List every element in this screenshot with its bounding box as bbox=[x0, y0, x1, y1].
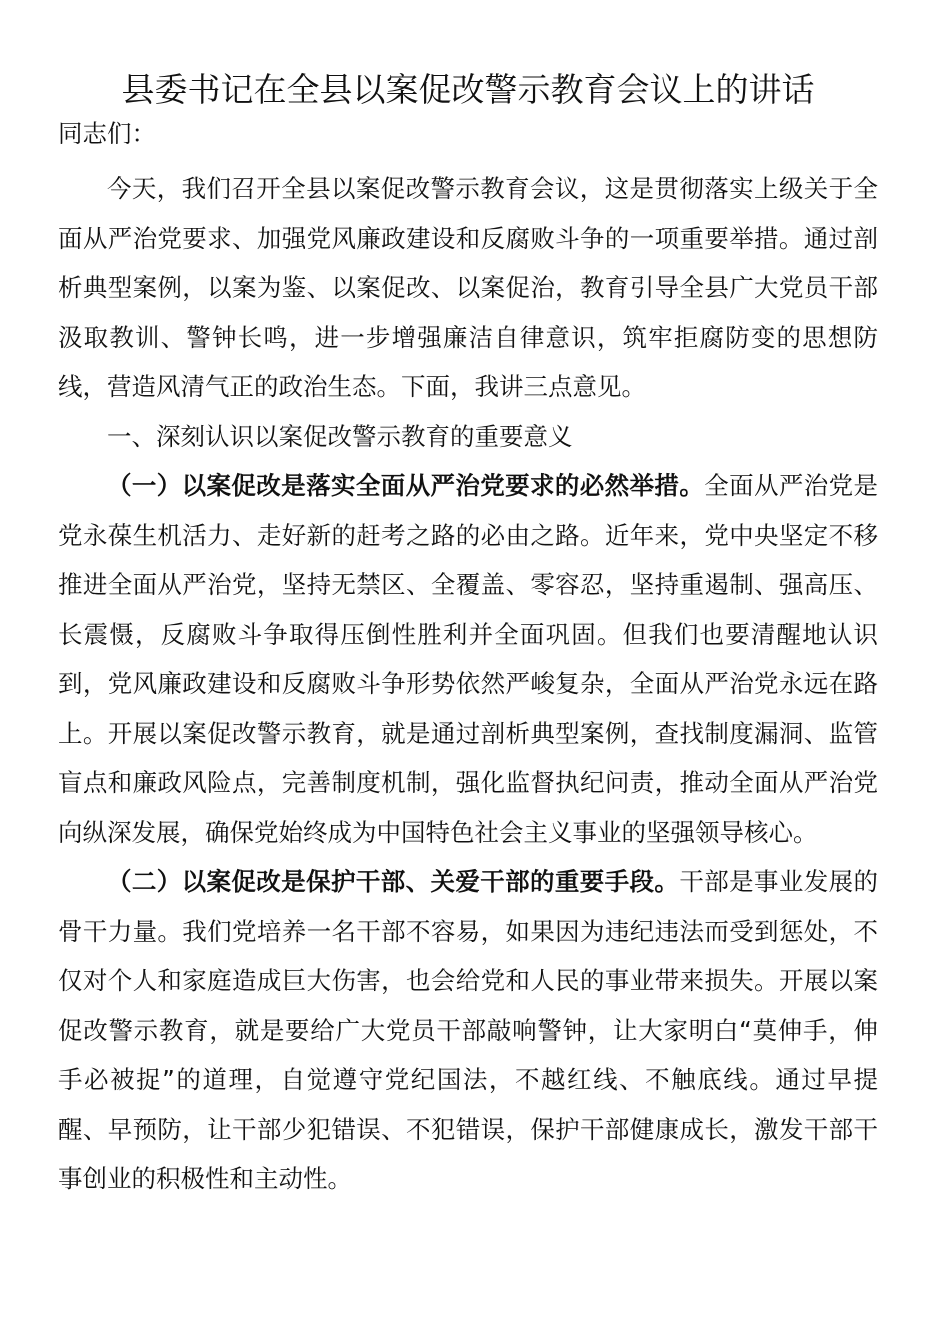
point-lead-1: （一）以案促改是落实全面从严治党要求的必然举措。 bbox=[107, 471, 705, 500]
section-heading-1: 一、深刻认识以案促改警示教育的重要意义 bbox=[107, 421, 573, 451]
point-paragraph-1 bbox=[58, 461, 878, 857]
salutation: 同志们： bbox=[58, 119, 156, 148]
point-body-1: 全面从严治党是党永葆生机活力、走好新的赶考之路的必由之路。近年来，党中央坚定不移推进全面从严治党，坚持无禁区、全覆盖、零容忍，坚持重遏制、强高压、长震慑，反腐败斗争取得压倒性胜利并全面巩固。但我们也要清醒地认识到，党风廉政建设和反腐败斗争形势依然严峻复杂，全面从严治党永远在路上。开展以案促改警示教育，就是通过剖析典型案例，查找制度漏洞、监管盲点和廉政风险点，完善制度机制，强化监督执纪问责，推动全面从严治党向纵深发展，确保党始终成为中国特色社会主义事业的坚强领导核心。 bbox=[58, 471, 879, 847]
point-lead-2: （二）以案促改是保护干部、关爱干部的重要手段。 bbox=[107, 867, 680, 896]
point-paragraph-2 bbox=[58, 857, 878, 1204]
document-title: 县委书记在全县以案促改警示教育会议上的讲话 bbox=[121, 70, 815, 109]
intro-paragraph: 今天，我们召开全县以案促改警示教育会议，这是贯彻落实上级关于全面从严治党要求、加强党风廉政建设和反腐败斗争的一项重要举措。通过剖析典型案例，以案为鉴、以案促改、以案促治，教育引导全县广大党员干部汲取教训、警钟长鸣，进一步增强廉洁自律意识，筑牢拒腐防变的思想防线，营造风清气正的政治生态。下面，我讲三点意见。 bbox=[58, 174, 878, 401]
point-body-2: 干部是事业发展的骨干力量。我们党培养一名干部不容易，如果因为违纪违法而受到惩处，不仅对个人和家庭造成巨大伤害，也会给党和人民的事业带来损失。开展以案促改警示教育，就是要给广大党员干部敲响警钟，让大家明白“莫伸手，伸手必被捉”的道理，自觉遵守党纪国法，不越红线、不触底线。通过早提醒、早预防，让干部少犯错误、不犯错误，保护干部健康成长，激发干部干事创业的积极性和主动性。 bbox=[58, 867, 879, 1193]
document-page bbox=[58, 66, 878, 1204]
